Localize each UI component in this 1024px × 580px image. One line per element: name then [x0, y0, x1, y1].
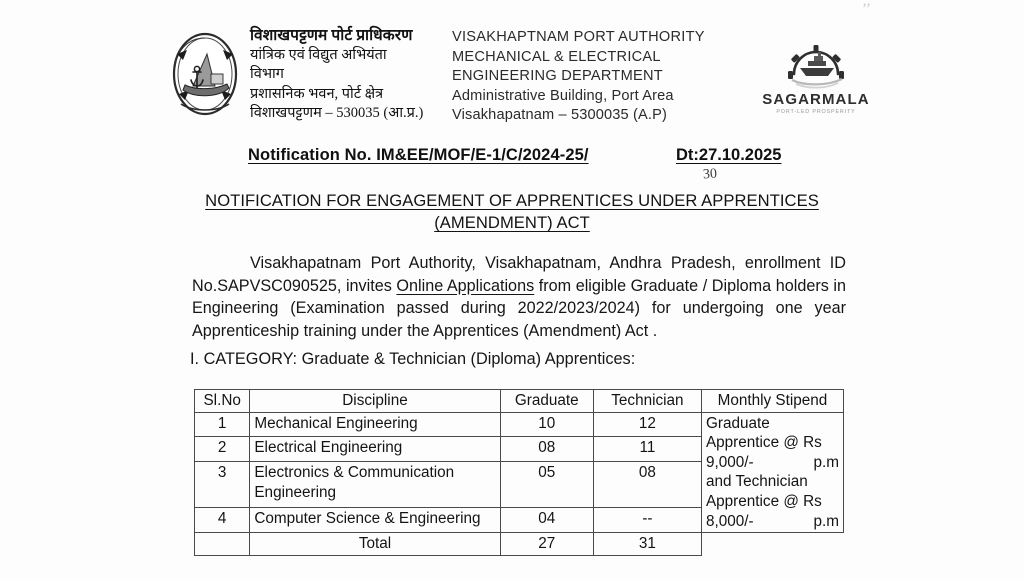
table-row	[195, 412, 844, 437]
stipend-line-5: Apprentice @ Rs	[705, 492, 822, 510]
sagarmala-logo	[758, 44, 874, 115]
hindi-department-line1: यांत्रिक एवं विद्युत अभियंता	[250, 46, 387, 63]
cell-discipline: Electronics & Communication Engineering	[250, 462, 500, 508]
stipend-line-2: Apprentice @ Rs	[705, 434, 822, 452]
category-table	[194, 389, 844, 556]
hindi-address-line2: विशाखपट्टणम – 530035 (आ.प्र.)	[250, 105, 424, 121]
page-title-line2: (AMENDMENT) ACT	[434, 213, 590, 232]
sagarmala-tagline: PORT-LED PROSPERITY	[776, 109, 856, 115]
page-title-line1: NOTIFICATION FOR ENGAGEMENT OF APPRENTICES UNDER APPRENTICES	[205, 191, 819, 210]
intro-paragraph	[192, 252, 846, 342]
intro-paragraph-part1: Visakhapatnam Port Authority, Visakhapatnam, Andhra Pradesh, enrollment ID No.SAPVSC090525, invites	[192, 254, 846, 295]
english-department-line1: MECHANICAL & ELECTRICAL	[452, 48, 661, 65]
hindi-department-line2: विभाग	[250, 66, 284, 82]
stipend-line-3: 9,000/- p.m	[705, 453, 839, 471]
column-header-discipline: Discipline	[250, 390, 500, 413]
english-authority-name: VISAKHAPTNAM PORT AUTHORITY	[452, 29, 705, 45]
category-heading: I. CATEGORY: Graduate & Technician (Diploma) Apprentices:	[190, 350, 636, 368]
english-address-line1: Administrative Building, Port Area	[452, 87, 674, 104]
cell-technician: --	[593, 508, 701, 533]
cell-technician: 12	[593, 412, 701, 437]
cell-discipline: Mechanical Engineering	[250, 412, 500, 437]
intro-paragraph-part2: from eligible Graduate / Diploma holders in Engineering (Examination passed during 2022/2023/2024) for undergoing one year Apprenticeship training under the Apprentices (Amendment) Act .	[192, 276, 846, 340]
cell-graduate: 04	[500, 508, 593, 533]
cell-technician: 08	[593, 462, 701, 508]
cell-sl-no: 1	[195, 412, 250, 437]
notification-date: Dt:27.10.2025	[676, 146, 782, 164]
hindi-header-block	[250, 26, 450, 124]
cell-technician: 11	[593, 437, 701, 462]
ship-wheel-icon	[758, 44, 874, 92]
cell-graduate: 05	[500, 462, 593, 508]
cell-sl-no: 4	[195, 508, 250, 533]
cell-graduate: 10	[500, 412, 593, 437]
english-department-line2: ENGINEERING DEPARTMENT	[452, 68, 663, 85]
vpa-emblem-icon	[167, 28, 243, 116]
cell-monthly-stipend	[701, 412, 843, 533]
column-header-stipend: Monthly Stipend	[701, 390, 843, 413]
english-address-line2: Visakhapatnam – 5300035 (A.P)	[452, 107, 668, 124]
hindi-address-line1: प्रशासनिक भवन, पोर्ट क्षेत्र	[250, 85, 384, 102]
stipend-line-6: 8,000/- p.m	[705, 512, 839, 530]
online-applications-link[interactable]: Online Applications	[396, 276, 535, 295]
cell-sl-no: 2	[195, 437, 250, 462]
document-header	[0, 22, 1024, 132]
table-total-row	[195, 533, 844, 556]
stipend-line-1: Graduate	[705, 414, 770, 432]
category-table-wrapper	[194, 389, 844, 556]
column-header-sl-no: Sl.No	[195, 390, 250, 413]
cell-discipline: Computer Science & Engineering	[250, 508, 500, 533]
cell-discipline: Electrical Engineering	[250, 437, 500, 462]
cell-total-technician: 31	[593, 533, 701, 556]
scan-artifact: ’’	[862, 1, 871, 17]
page-title	[0, 190, 1024, 234]
hindi-authority-name: विशाखपट्टणम पोर्ट प्राधिकरण	[250, 27, 413, 44]
sagarmala-wordmark: SAGARMALA	[762, 91, 870, 108]
cell-graduate: 08	[500, 437, 593, 462]
notification-line	[0, 146, 1024, 170]
cell-total-blank	[195, 533, 250, 556]
table-header-row	[195, 390, 844, 413]
handwritten-annotation: 30	[702, 166, 718, 183]
stipend-line-4: and Technician	[705, 473, 808, 491]
column-header-technician: Technician	[593, 390, 701, 413]
cell-sl-no: 3	[195, 462, 250, 508]
column-header-graduate: Graduate	[500, 390, 593, 413]
notification-number: Notification No. IM&EE/MOF/E-1/C/2024-25/	[248, 146, 589, 164]
english-header-block	[452, 28, 752, 126]
cell-total-graduate: 27	[500, 533, 593, 556]
cell-total-label: Total	[250, 533, 500, 556]
